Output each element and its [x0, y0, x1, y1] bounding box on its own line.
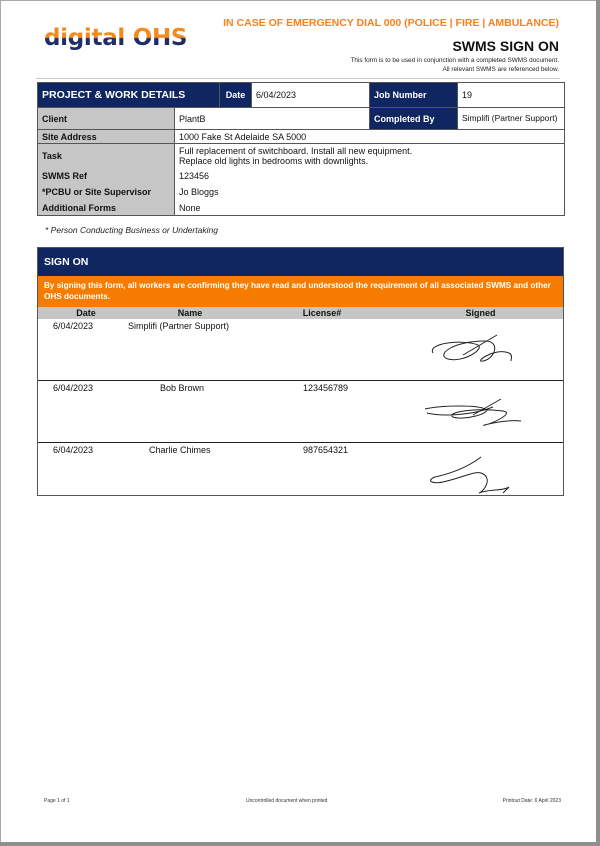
footer-page-number: Page 1 of 1: [44, 798, 70, 804]
project-details-table: [37, 82, 565, 216]
additional-forms-label: Additional Forms: [38, 201, 175, 216]
task-value: [175, 144, 565, 169]
pcbu-value: Jo Bloggs: [175, 184, 565, 201]
swms-ref-value: 123456: [175, 169, 565, 184]
page-shadow-right: [596, 0, 600, 846]
additional-forms-value: None: [175, 201, 565, 216]
page-shadow-bottom: [0, 842, 600, 846]
task-line-2: Replace old lights in bedrooms with downlights.: [179, 156, 369, 167]
site-address-value: 1000 Fake St Adelaide SA 5000: [175, 130, 565, 144]
row-name: Simplifi (Partner Support): [128, 321, 230, 331]
signature-icon: [423, 393, 533, 433]
document-title: SWMS SIGN ON: [452, 38, 559, 54]
sign-on-row: [38, 319, 563, 381]
subtitle-line-1: This form is to be used in conjunction with a completed SWMS document.: [350, 57, 559, 64]
pcbu-label: *PCBU or Site Supervisor: [38, 184, 175, 201]
site-address-label: Site Address: [38, 130, 175, 144]
document-subtitle: [350, 56, 559, 74]
signature-icon: [423, 331, 533, 371]
row-license: 123456789: [303, 383, 349, 393]
task-line-1: Full replacement of switchboard. Install all new equipment.: [179, 146, 413, 157]
client-value: PlantB: [175, 108, 370, 130]
row-name: Charlie Chimes: [149, 445, 211, 455]
completed-by-value: Simplifi (Partner Support): [458, 108, 565, 130]
sign-on-warning: By signing this form, all workers are confirming they have read and understood the requirement of all associated SWMS and other OHS documents.: [38, 276, 563, 307]
signature-icon: [423, 455, 533, 495]
date-label: Date: [220, 83, 252, 108]
footer-uncontrolled-notice: Uncontrolled document when printed: [246, 798, 328, 804]
row-date: 6/04/2023: [53, 321, 94, 331]
row-license: 987654321: [303, 445, 349, 455]
sign-on-row: [38, 443, 563, 505]
sign-on-title: SIGN ON: [38, 248, 563, 276]
row-date: 6/04/2023: [53, 445, 94, 455]
job-number-value: 19: [458, 83, 565, 108]
project-section-title: PROJECT & WORK DETAILS: [38, 83, 220, 108]
sign-on-column-headers: [38, 307, 563, 319]
subtitle-line-2: All relevant SWMS are referenced below.: [442, 66, 559, 73]
column-header-date: Date: [76, 308, 96, 318]
task-label: Task: [38, 144, 175, 169]
footer-printout-date: Printout Date: 6 April 2023: [502, 798, 561, 804]
digital-ohs-logo: digital OHS: [44, 25, 188, 51]
completed-by-label: Completed By: [370, 108, 458, 130]
sign-on-section: [37, 247, 564, 496]
job-number-label: Job Number: [370, 83, 458, 108]
date-value: 6/04/2023: [252, 83, 370, 108]
column-header-signed: Signed: [465, 308, 496, 318]
row-name: Bob Brown: [160, 383, 205, 393]
emergency-notice: IN CASE OF EMERGENCY DIAL 000 (POLICE | FIRE | AMBULANCE): [223, 17, 559, 29]
pcbu-footnote: * Person Conducting Business or Undertaking: [45, 225, 218, 235]
column-header-name: Name: [177, 308, 203, 318]
row-date: 6/04/2023: [53, 383, 94, 393]
swms-ref-label: SWMS Ref: [38, 169, 175, 184]
sign-on-row: [38, 381, 563, 443]
client-label: Client: [38, 108, 175, 130]
column-header-license: License#: [302, 308, 342, 318]
header-divider: [36, 78, 560, 79]
